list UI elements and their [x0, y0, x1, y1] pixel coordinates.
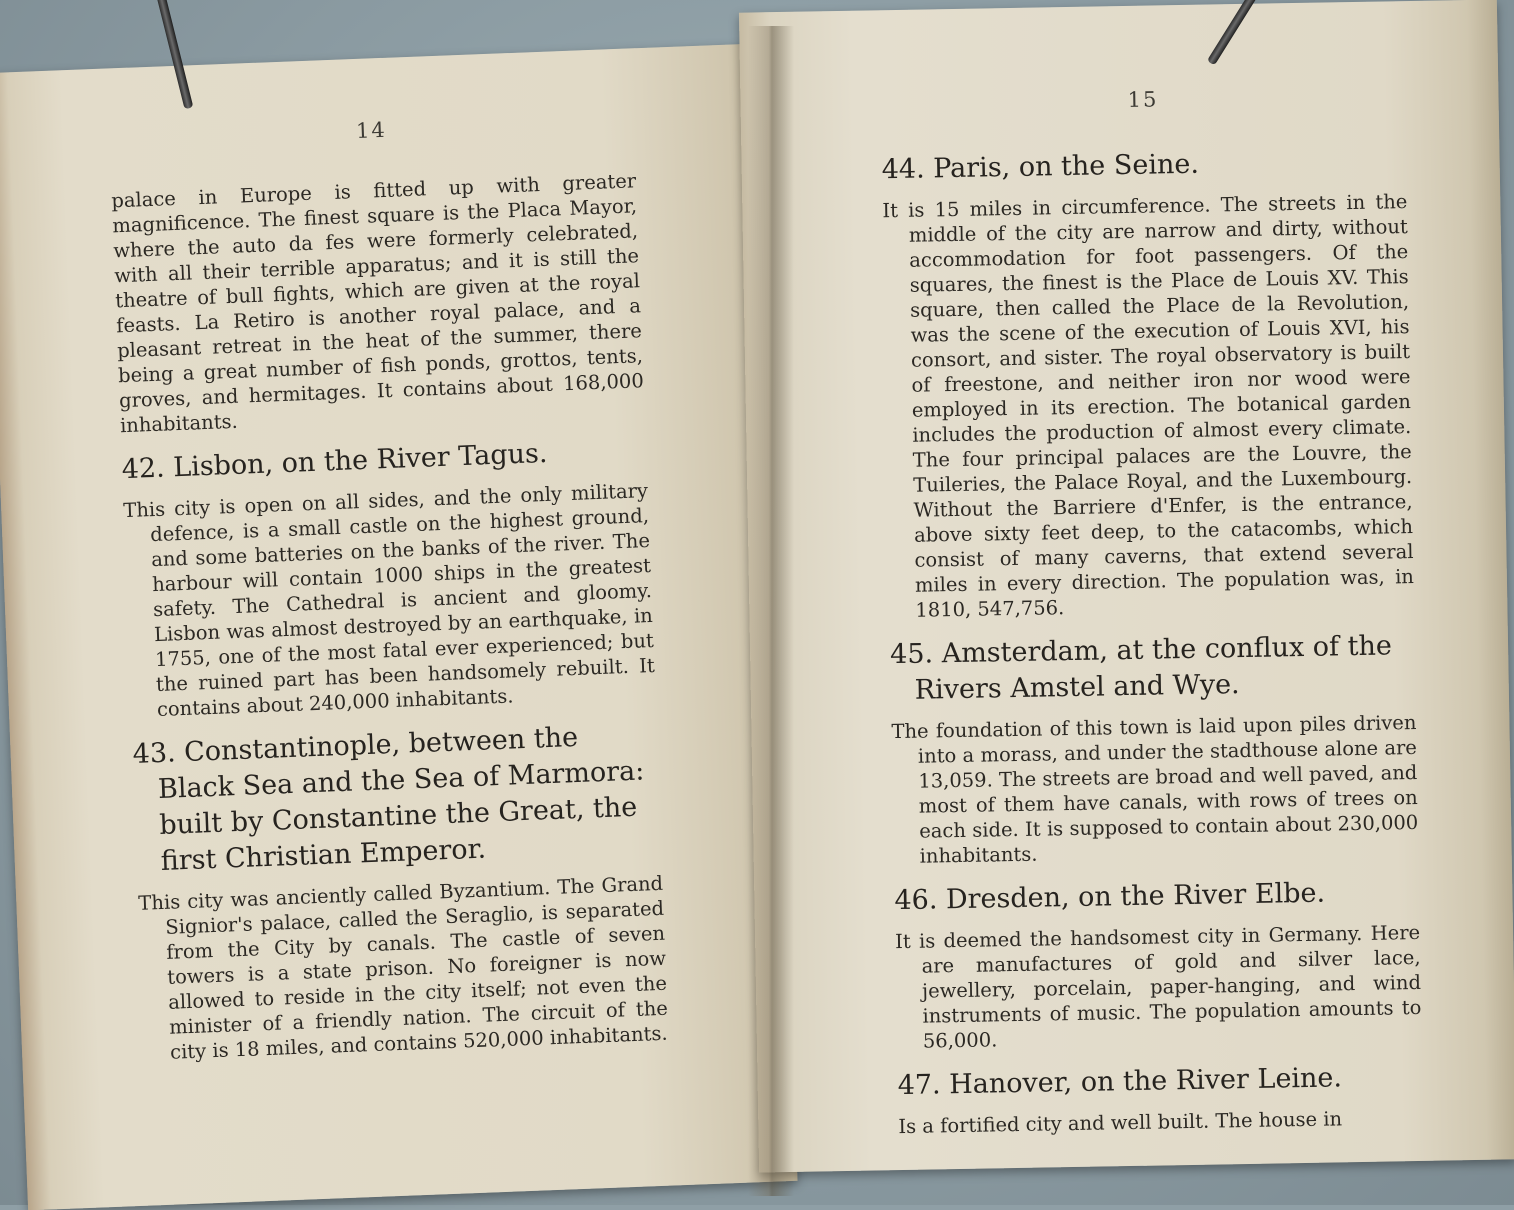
section-body-44: It is 15 miles in circumference. The streets in the middle of the city are narrow and dirty, without accommodation for foot passengers. Of the squares, the finest is the Place de Louis XV. This square, then called the Place de la Revolution, was the scene of the execution of Louis XVI, his consort, and sister. The royal observatory is built of freestone, and neither iron nor wood were employed in its erection. The botanical garden includes the production of almost every climate. The four principal palaces are the Louvre, the Tuileries, the Palace Royal, and the Luxembourg. Without the Barriere d'Enfer, is the entrance, above sixty feet deep, to the catacombs, which consist of many caverns, that extend several miles in every direction. The population was, in 1810, 547,756. [882, 190, 1415, 622]
section-body-42: This city is open on all sides, and the only military defence, is a small castle on the highest ground, and some batteries on the banks of the river. The harbour will contain 1000 ships in the greatest safety. The Cathedral is ancient and gloomy. Lisbon was almost destroyed by an earthquake, in 1755, one of the most fatal ever experienced; but the ruined part has been handsomely rebuilt. It contains about 240,000 inhabitants. [122, 479, 656, 722]
section-heading-45: 45. Amsterdam, at the conflux of the Rivers Amstel and Wye. [889, 630, 1393, 706]
section-heading-43: 43. Constantinople, between the Black Sea and the Sea of Marmora: built by Constantine the Great, the first Christian Emperor. [132, 721, 645, 877]
section-body-45: The foundation of this town is laid upon piles driven into a morass, and under the stadthouse alone are 13,059. The streets are broad and well paved, and most of them have canals, with rows of trees on each side. It is supposed to contain about 230,000 inhabitants. [891, 710, 1419, 868]
section-heading-46: 46. Dresden, on the River Elbe. [894, 877, 1326, 917]
section-heading-47: 47. Hanover, on the River Leine. [897, 1062, 1343, 1102]
page-number: 15 [1127, 87, 1159, 112]
section-heading-44: 44. Paris, on the Seine. [881, 148, 1200, 186]
section-body-46: It is deemed the handsomest city in Germany. Here are manufactures of gold and silver lace, jewellery, porcelain, paper-hanging, and wind instruments of music. The population amounts to 56,000. [894, 920, 1422, 1053]
section-heading-42: 42. Lisbon, on the River Tagus. [121, 437, 548, 486]
open-book [6, 6, 1510, 1200]
book-spine [748, 26, 794, 1196]
left-page-content [109, 108, 670, 1065]
section-body-47: Is a fortified city and well built. The house in [898, 1107, 1343, 1139]
continuation-paragraph: palace in Europe is fitted up with greater magnificence. The finest square is the Placa Mayor, where the auto da fes were formerly celebrated, with all their terrible apparatus; and it is still the theatre of bull fights, which are given at the royal feasts. La Retiro is another royal palace, and a pleasant retreat in the heat of the summer, there being a great number of fish ponds, grottos, tents, groves, and hermitages. It contains about 168,000 inhabitants. [110, 169, 645, 438]
left-page [0, 44, 798, 1210]
right-page [739, 0, 1514, 1173]
section-body-43: This city was anciently called Byzantium. The Grand Signior's palace, called the Seraglio, is separated from the City by canals. The castle of seven towers is a state prison. No foreigner is now allowed to reside in the city itself; not even the minister of a friendly nation. The circuit of the city is 18 miles, and contains 520,000 inhabitants. [137, 871, 669, 1064]
right-page-content [880, 83, 1423, 1139]
page-number: 14 [355, 117, 388, 143]
